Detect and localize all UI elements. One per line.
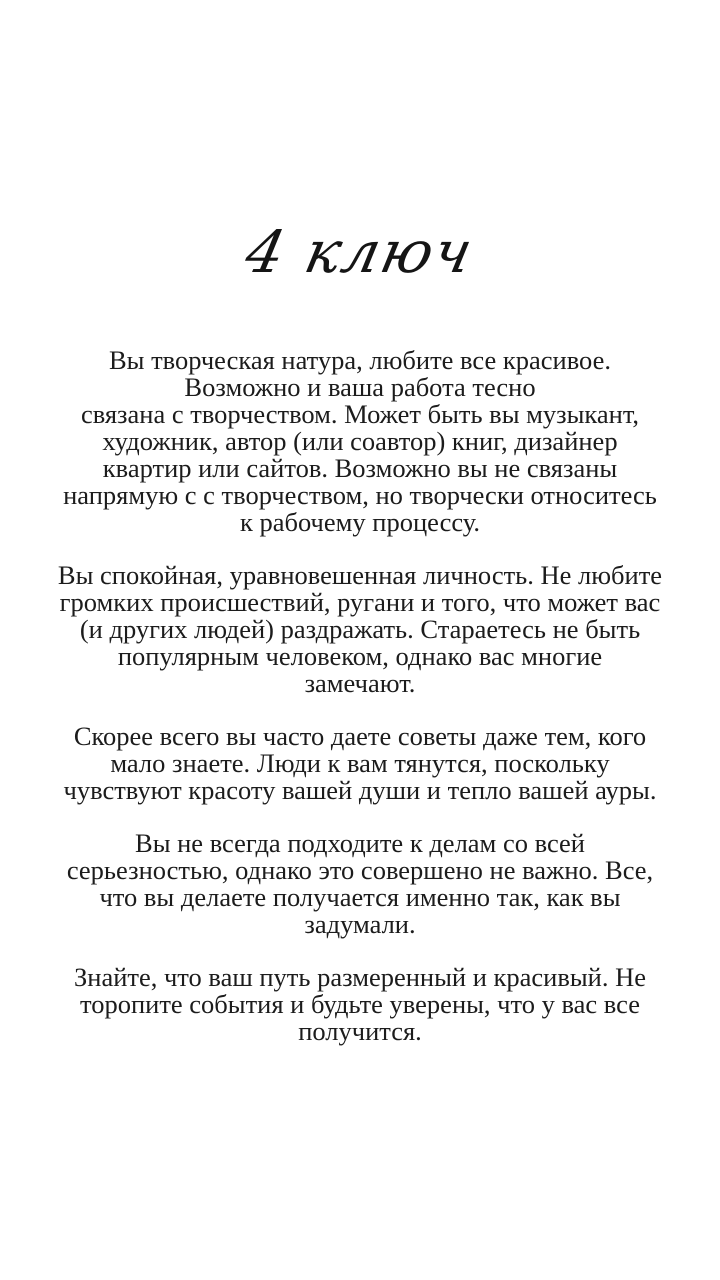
text-line: к рабочему процессу. <box>240 507 480 537</box>
text-line: Вы спокойная, уравновешенная личность. Не любите <box>57 560 663 590</box>
text-line: громких происшествий, ругани и того, что может вас <box>59 587 661 617</box>
paragraph-1 <box>40 347 680 536</box>
text-line: (и других людей) раздражать. Стараетесь не быть <box>79 614 641 644</box>
paragraph-4 <box>40 830 680 938</box>
text-content <box>40 347 680 1071</box>
text-line: связана с творчеством. Может быть вы музыкант, <box>80 399 640 429</box>
text-line: торопите события и будьте уверены, что у вас все <box>79 989 641 1019</box>
page-title: 4 ключ <box>239 218 481 286</box>
text-line: получится. <box>298 1016 422 1046</box>
text-line: популярным человеком, однако вас многие <box>117 641 603 671</box>
text-line: квартир или сайтов. Возможно вы не связаны <box>102 453 618 483</box>
text-line: Вы не всегда подходите к делам со всей <box>135 828 585 858</box>
text-line: чувствуют красоту вашей души и тепло вашей ауры. <box>63 775 657 805</box>
text-line: замечают. <box>304 668 416 698</box>
text-line: Возможно и ваша работа тесно <box>184 372 536 402</box>
text-line: Вы творческая натура, любите все красивое. <box>108 345 612 375</box>
text-line: художник, автор (или соавтор) книг, дизайнер <box>102 426 618 456</box>
text-line: задумали. <box>304 909 416 939</box>
text-line: мало знаете. Люди к вам тянутся, поскольку <box>110 748 610 778</box>
text-line: серьезностью, однако это совершено не важно. Все, <box>66 855 654 885</box>
text-line: что вы делаете получается именно так, как вы <box>99 882 621 912</box>
paragraph-3 <box>40 723 680 804</box>
text-line: Знайте, что ваш путь размеренный и красивый. Не <box>73 962 646 992</box>
text-line: Скорее всего вы часто даете советы даже тем, кого <box>73 721 647 751</box>
paragraph-5 <box>40 964 680 1045</box>
paragraph-2 <box>40 562 680 697</box>
text-line: напрямую с с творчеством, но творчески относитесь <box>63 480 657 510</box>
